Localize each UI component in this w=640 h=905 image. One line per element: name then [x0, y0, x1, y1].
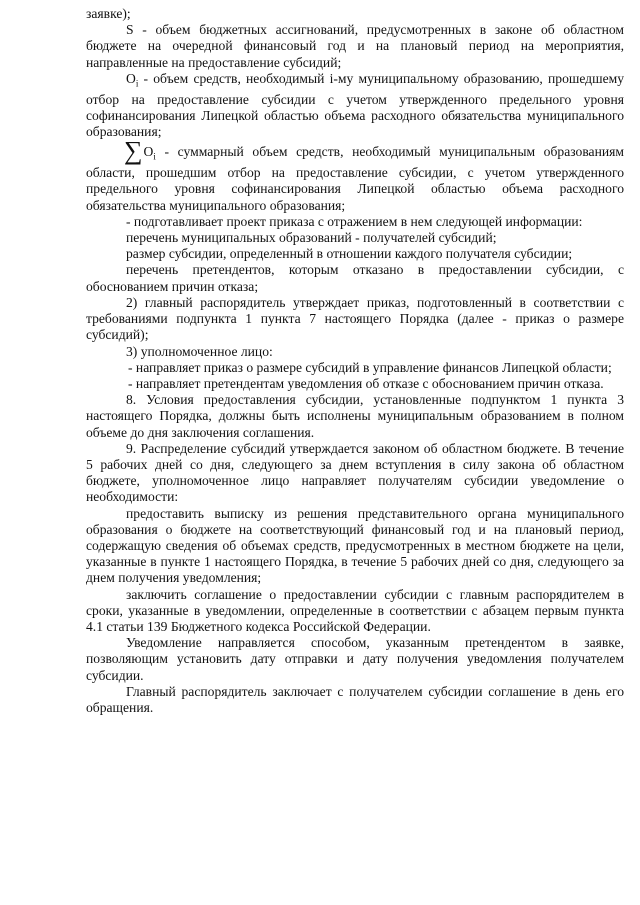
paragraph-agreement-day: Главный распорядитель заключает с получателем субсидии соглашение в день его обращения.	[86, 683, 624, 715]
symbol-o: O	[126, 70, 136, 86]
sum-definition-text: - суммарный объем средств, необходимый муниципальным образованиям области, прошедшим отбор на предоставление субсидии, с учетом утвержденного предельного уровня софинансирования Липецкой областью объема расходного обязательства муниципального образования;	[86, 144, 624, 213]
paragraph-conclude-agreement: заключить соглашение о предоставлении субсидии с главным распорядителем в сроки, указанные в уведомлении, определенные в соответствии с абзацем первым пункта 4.1 статьи 139 Бюджетного кодекса Российской Федерации.	[86, 586, 624, 634]
paragraph-sum-definition	[86, 136, 624, 214]
oi-definition-text: - объем средств, необходимый i-му муниципальному образованию, прошедшему отбор на предоставление субсидии с учетом утвержденного предельного уровня софинансирования Липецкой областью объема расходного обязательства муниципального образования;	[86, 70, 624, 140]
paragraph-clause-9: 9. Распределение субсидий утверждается законом об областном бюджете. В течение 5 рабочих дней со дня, следующего за днем вступления в силу закона об областном бюджете, уполномоченное лицо направляет получателям субсидии уведомление о необходимости:	[86, 440, 624, 505]
paragraph-s-definition	[86, 22, 624, 71]
s-definition-text: - объем бюджетных ассигнований, предусмотренных в законе об областном бюджете на очередной финансовый год и на плановый период на мероприятия, направленные на предоставление субсидий;	[86, 22, 624, 70]
paragraph-continuation: заявке);	[86, 6, 131, 21]
subscript-i: i	[135, 78, 139, 89]
paragraph-clause-8: 8. Условия предоставления субсидии, установленные подпунктом 1 пункта 3 настоящего Порядка, должны быть исполнены муниципальным образованием в полном объеме до дня заключения соглашения.	[86, 392, 624, 440]
symbol-s: S	[126, 22, 134, 38]
paragraph-rejected-list: перечень претендентов, которым отказано в предоставлении субсидии, с обоснованием причин отказа;	[86, 262, 624, 294]
paragraph-item-3: 3) уполномоченное лицо:	[126, 343, 273, 359]
paragraph-item-2: 2) главный распорядитель утверждает приказ, подготовленный в соответствии с требованиями подпункта 1 пункта 7 настоящего Порядка (далее - приказ о размере субсидий);	[86, 294, 624, 343]
paragraph-prepares-order: - подготавливает проект приказа с отражением в нем следующей информации:	[126, 213, 583, 229]
document-body	[86, 6, 624, 716]
paragraph-list-municipalities: перечень муниципальных образований - получателей субсидий;	[126, 230, 497, 246]
symbol-o-sum: O	[143, 144, 154, 160]
sigma-symbol: ∑	[124, 136, 143, 166]
paragraph-sends-rejections: - направляет претендентам уведомления об отказе с обоснованием причин отказа.	[128, 375, 604, 391]
paragraph-notification-method: Уведомление направляется способом, указанным претендентом в заявке, позволяющим установить дату отправки и дату получения уведомления получателем субсидии.	[86, 635, 624, 683]
paragraph-provide-extract: предоставить выписку из решения представительного органа муниципального образования о бюджете на соответствующий финансовый год и на плановый период, содержащую сведения об объемах средств, предусмотренных в местном бюджете на цели, указанные в пункте 1 настоящего Порядка, в течение 5 рабочих дней со дня, следующего за днем получения уведомления;	[86, 505, 624, 586]
paragraph-oi-definition	[86, 71, 624, 141]
subscript-i-sum: i	[153, 152, 156, 163]
paragraph-subsidy-size: размер субсидии, определенный в отношении каждого получателя субсидии;	[126, 246, 573, 262]
paragraph-sends-order: - направляет приказ о размере субсидий в управление финансов Липецкой области;	[128, 359, 612, 375]
